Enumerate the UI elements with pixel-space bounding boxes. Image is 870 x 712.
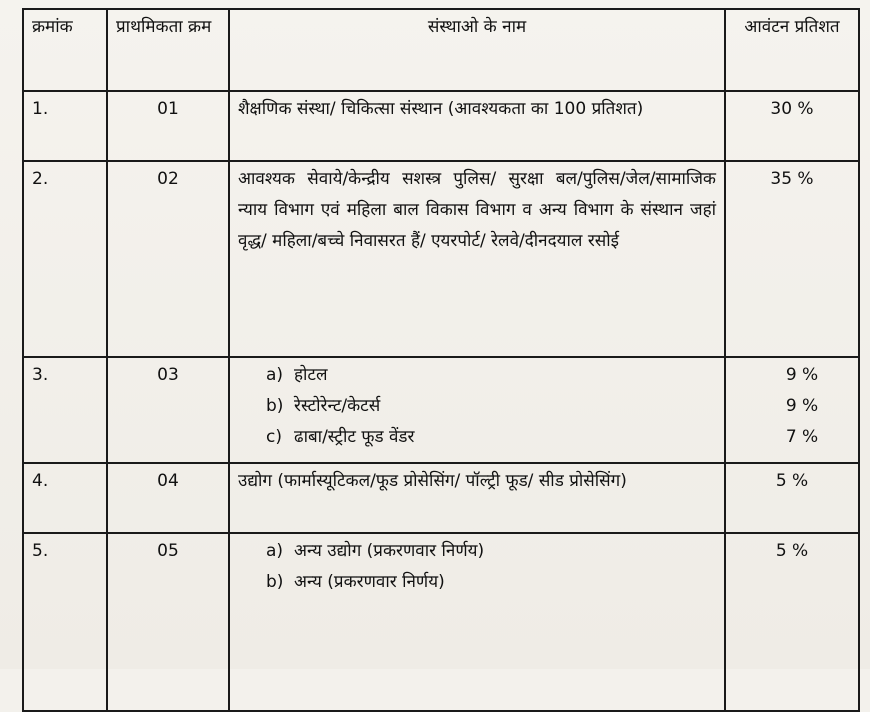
table-row <box>23 357 859 463</box>
row-serial: 4. <box>23 463 107 533</box>
row-institution-list <box>229 357 725 463</box>
row-priority: 01 <box>107 91 229 161</box>
table-row <box>23 533 859 711</box>
list-item <box>238 422 716 453</box>
item-text: रेस्टोरेन्ट/केटर्स <box>294 396 381 416</box>
row-allocation: 30 % <box>725 91 859 161</box>
list-item <box>238 536 716 567</box>
row-serial: 3. <box>23 357 107 463</box>
item-allocation: 9 % <box>785 365 819 385</box>
row-institution-name: आवश्यक सेवाये/केन्द्रीय सशस्त्र पुलिस/ सुरक्षा बल/पुलिस/जेल/सामाजिक न्याय विभाग एवं महिला बाल विकास विभाग व अन्य विभाग के संस्थान जहां वृद्ध/ महिला/बच्चे निवासरत हैं/ एयरपोर्ट/ रेलवे/दीनदयाल रसोई <box>229 161 725 357</box>
item-text: अन्य उद्योग (प्रकरणवार निर्णय) <box>294 541 485 561</box>
list-item <box>238 391 716 422</box>
row-institution-name: उद्योग (फार्मास्यूटिकल/फूड प्रोसेसिंग/ पॉल्ट्री फूड/ सीड प्रोसेसिंग) <box>229 463 725 533</box>
list-item <box>238 567 716 598</box>
row-serial: 1. <box>23 91 107 161</box>
item-text: अन्य (प्रकरणवार निर्णय) <box>294 572 445 592</box>
row-institution-name: शैक्षणिक संस्था/ चिकित्सा संस्थान (आवश्यकता का 100 प्रतिशत) <box>229 91 725 161</box>
row-serial: 5. <box>23 533 107 711</box>
item-allocation: 7 % <box>785 427 819 447</box>
item-text: ढाबा/स्ट्रीट फूड वेंडर <box>294 427 415 447</box>
row-allocation: 5 % <box>725 533 859 711</box>
item-allocation: 9 % <box>785 396 819 416</box>
header-institutions: संस्थाओ के नाम <box>229 9 725 91</box>
row-allocation-list <box>725 357 859 463</box>
row-priority: 03 <box>107 357 229 463</box>
table-header-row <box>23 9 859 91</box>
row-priority: 02 <box>107 161 229 357</box>
row-allocation: 5 % <box>725 463 859 533</box>
header-serial: क्रमांक <box>23 9 107 91</box>
table-row <box>23 463 859 533</box>
row-priority: 05 <box>107 533 229 711</box>
item-marker: c) <box>266 427 282 447</box>
row-institution-list <box>229 533 725 711</box>
table-row <box>23 161 859 357</box>
item-text: होटल <box>294 365 328 385</box>
item-marker: a) <box>266 541 284 561</box>
row-priority: 04 <box>107 463 229 533</box>
allocation-table <box>22 8 860 712</box>
header-priority: प्राथमिकता क्रम <box>107 9 229 91</box>
row-serial: 2. <box>23 161 107 357</box>
row-allocation: 35 % <box>725 161 859 357</box>
item-marker: a) <box>266 365 284 385</box>
item-marker: b) <box>266 396 284 416</box>
item-marker: b) <box>266 572 284 592</box>
table-row <box>23 91 859 161</box>
header-allocation: आवंटन प्रतिशत <box>725 9 859 91</box>
list-item <box>238 360 716 391</box>
